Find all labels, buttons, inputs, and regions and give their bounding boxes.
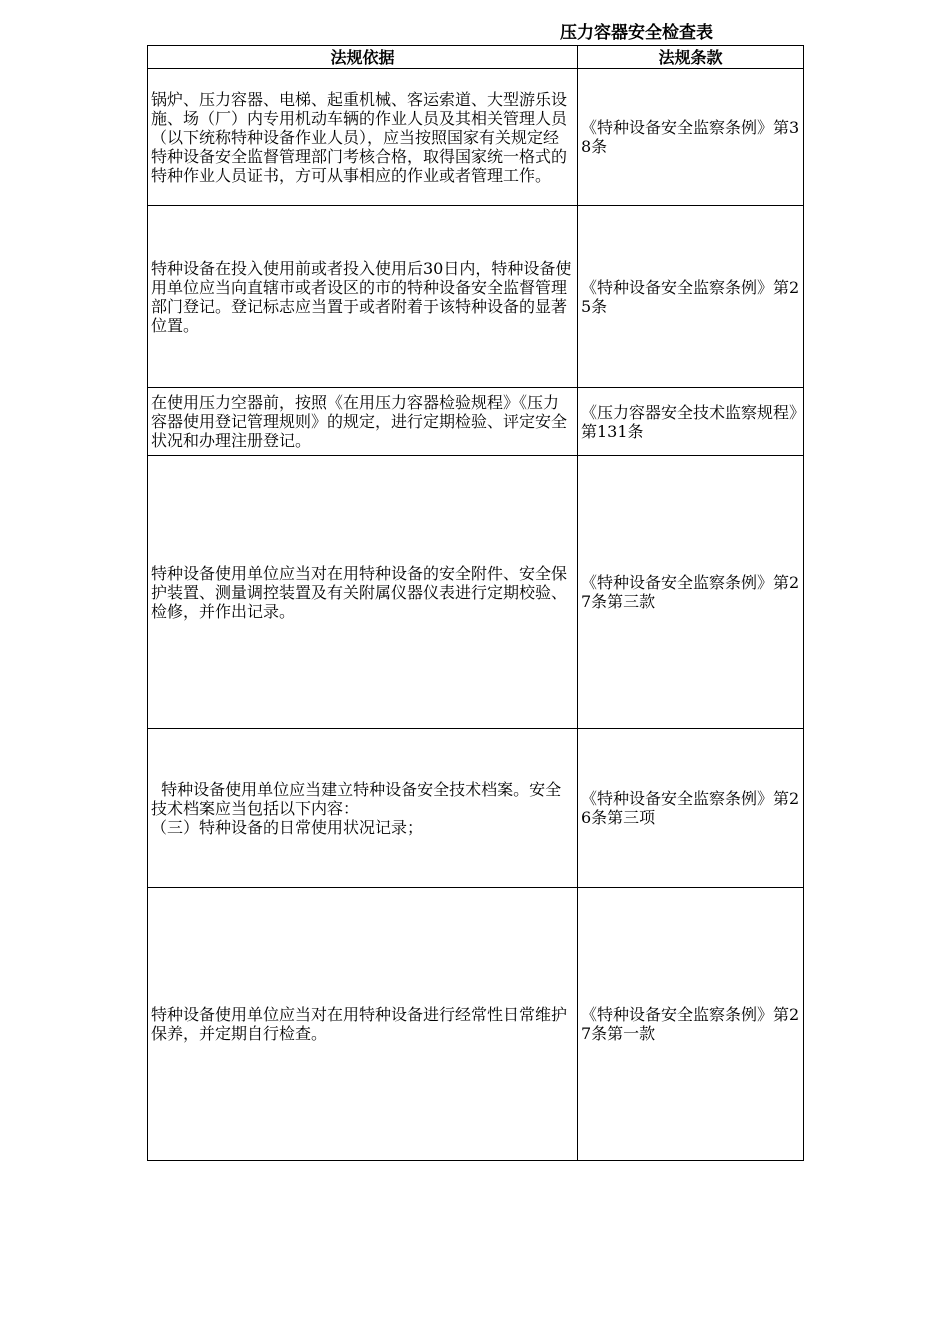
table-row (148, 69, 804, 206)
clause-cell: 《特种设备安全监察条例》第27条第一款 (578, 888, 804, 1161)
basis-cell: 在使用压力空器前，按照《在用压力容器检验规程》《压力容器使用登记管理规则》的规定，进行定期检验、评定安全状况和办理注册登记。 (148, 388, 578, 456)
header-row (148, 46, 804, 69)
page-title: 压力容器安全检查表 (560, 23, 713, 43)
clause-cell: 《压力容器安全技术监察规程》第131条 (578, 388, 804, 456)
basis-cell: 特种设备使用单位应当建立特种设备安全技术档案。安全技术档案应当包括以下内容： （三）特种设备的日常使用状况记录； (148, 729, 578, 888)
basis-cell: 锅炉、压力容器、电梯、起重机械、客运索道、大型游乐设施、场（厂）内专用机动车辆的作业人员及其相关管理人员（以下统称特种设备作业人员），应当按照国家有关规定经特种设备安全监督管理部门考核合格，取得国家统一格式的特种作业人员证书，方可从事相应的作业或者管理工作。 (148, 69, 578, 206)
table-row (148, 206, 804, 388)
basis-cell: 特种设备使用单位应当对在用特种设备进行经常性日常维护保养，并定期自行检查。 (148, 888, 578, 1161)
header-clause: 法规条款 (578, 46, 804, 69)
table-row (148, 456, 804, 729)
header-basis: 法规依据 (148, 46, 578, 69)
table-row (148, 388, 804, 456)
inspection-table (147, 45, 804, 1161)
table-row (148, 729, 804, 888)
basis-cell: 特种设备在投入使用前或者投入使用后30日内，特种设备使用单位应当向直辖市或者设区的市的特种设备安全监督管理部门登记。登记标志应当置于或者附着于该特种设备的显著位置。 (148, 206, 578, 388)
clause-cell: 《特种设备安全监察条例》第27条第三款 (578, 456, 804, 729)
clause-cell: 《特种设备安全监察条例》第38条 (578, 69, 804, 206)
table-row (148, 888, 804, 1161)
clause-cell: 《特种设备安全监察条例》第26条第三项 (578, 729, 804, 888)
basis-cell: 特种设备使用单位应当对在用特种设备的安全附件、安全保护装置、测量调控装置及有关附属仪器仪表进行定期校验、检修，并作出记录。 (148, 456, 578, 729)
clause-cell: 《特种设备安全监察条例》第25条 (578, 206, 804, 388)
